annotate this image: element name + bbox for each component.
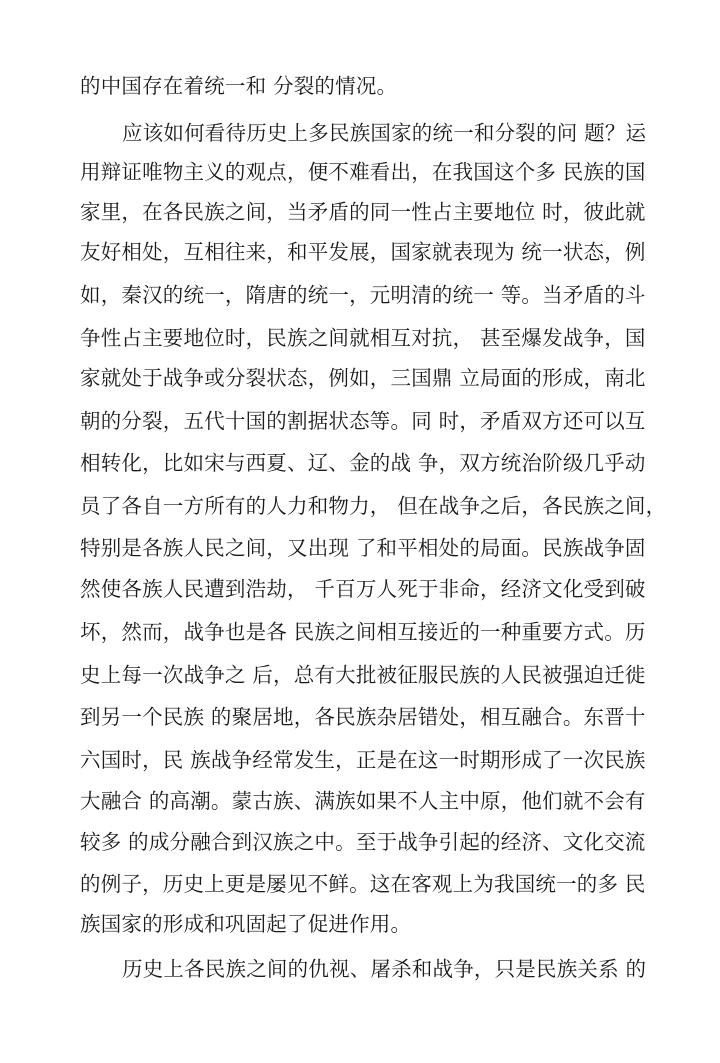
text-line: 如，秦汉的统一，隋唐的统一，元明清的统一 等。当矛盾的斗 xyxy=(80,283,646,307)
text-line: 大融合 的高潮。蒙古族、满族如果不人主中原，他们就不会有 xyxy=(80,789,646,813)
text-line: 到另一个民族 的聚居地，各民族杂居错处，相互融合。东晋十 xyxy=(80,705,646,729)
text-line: 然使各族人民遭到浩劫， 千百万人死于非命，经济文化受到破 xyxy=(80,577,646,601)
text-line: 六国时，民 族战争经常发生，正是在这一时期形成了一次民族 xyxy=(80,748,646,772)
text-line: 家就处于战争或分裂状态，例如，三国鼎 立局面的形成，南北 xyxy=(80,366,646,390)
text-line: 坏，然而，战争也是各 民族之间相互接近的一种重要方式。历 xyxy=(80,620,646,644)
text-line: 家里，在各民族之间，当矛盾的同一性占主要地位 时，彼此就 xyxy=(80,200,646,224)
text-line: 的中国存在着统一和 分裂的情况。 xyxy=(80,74,398,98)
text-line: 的例子，历史上更是屡见不鲜。这在客观上为我国统一的多 民 xyxy=(80,872,646,896)
text-line: 史上每一次战争之 后，总有大批被征服民族的人民被强迫迁徙 xyxy=(80,663,646,687)
text-line: 用辩证唯物主义的观点，便不难看出，在我国这个多 民族的国 xyxy=(80,160,646,184)
text-line: 争性占主要地位时，民族之间就相互对抗， 甚至爆发战争，国 xyxy=(80,326,646,350)
text-line: 员了各自一方所有的人力和物力， 但在战争之后，各民族之间， xyxy=(80,494,667,518)
paragraph-start-line: 应该如何看待历史上多民族国家的统一和分裂的问 题？运 xyxy=(122,121,647,145)
text-line: 族国家的形成和巩固起了促进作用。 xyxy=(80,912,412,936)
text-line: 特别是各族人民之间，又出现 了和平相处的局面。民族战争固 xyxy=(80,536,646,560)
text-line: 较多 的成分融合到汉族之中。至于战争引起的经济、文化交流 xyxy=(80,830,646,854)
text-line: 友好相处，互相往来，和平发展，国家就表现为 统一状态，例 xyxy=(80,240,646,264)
text-line: 朝的分裂，五代十国的割据状态等。同 时，矛盾双方还可以互 xyxy=(80,409,646,433)
text-line: 相转化，比如宋与西夏、辽、金的战 争，双方统治阶级几乎动 xyxy=(80,451,646,475)
paragraph-start-line: 历史上各民族之间的仇视、屠杀和战争，只是民族关系 的 xyxy=(122,957,647,981)
